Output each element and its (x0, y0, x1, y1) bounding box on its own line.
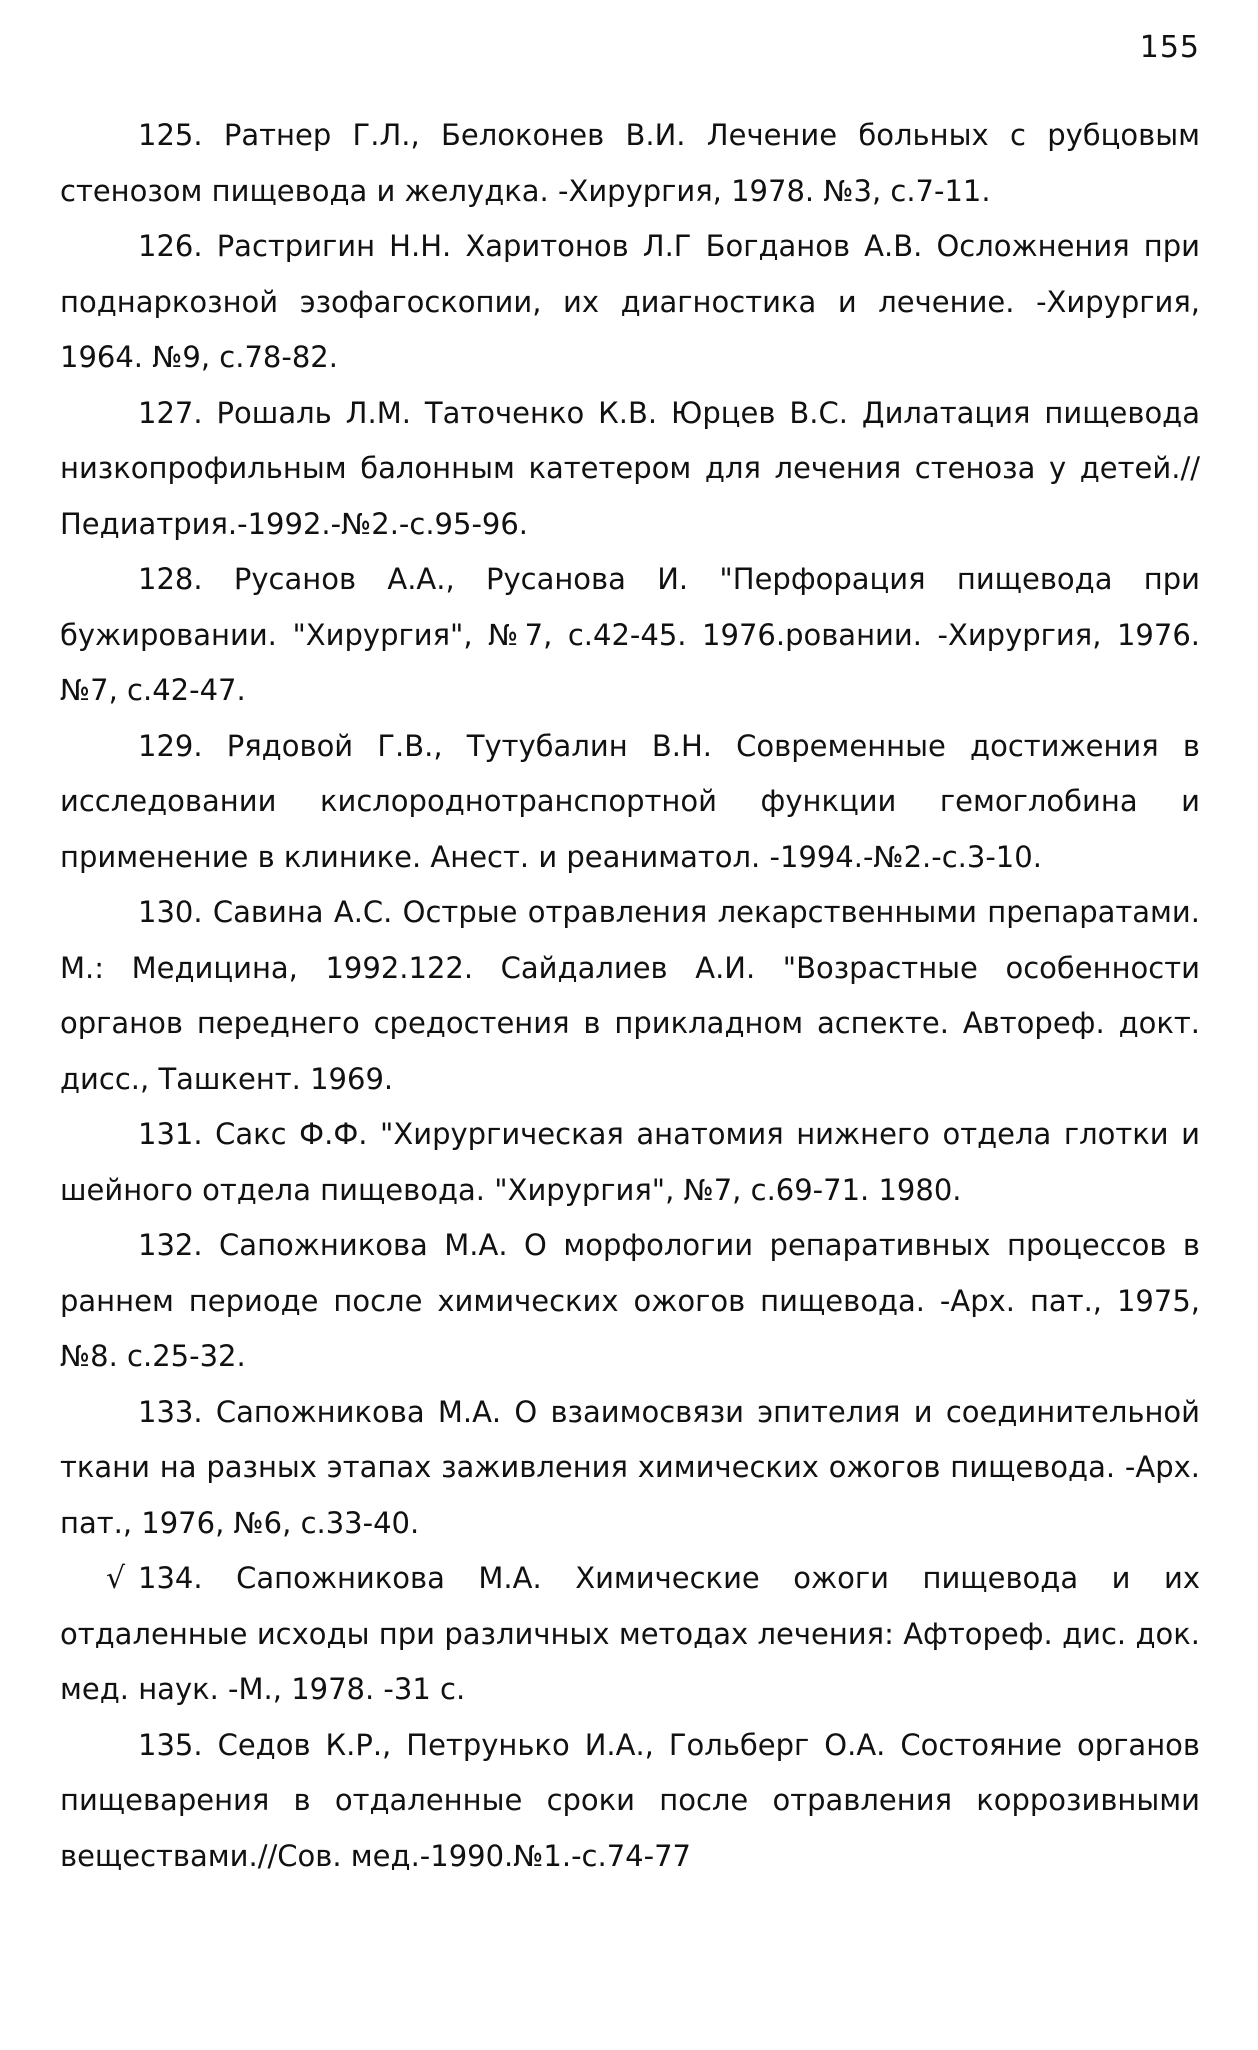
reference-item-132 (60, 1218, 1200, 1385)
reference-text: Сапожникова М.А. О взаимосвязи эпителия и соединительной ткани на разных этапах заживления химических ожогов пищевода. -Арх. пат., 1976, №6, с.33-40. (60, 1394, 1200, 1540)
reference-number: 134. (138, 1561, 203, 1595)
reference-number: 131. (138, 1117, 203, 1151)
reference-text: Сапожникова М.А. Химические ожоги пищевода и их отдаленные исходы при различных методах лечения: Афтореф. дис. док. мед. наук. -М., 1978. -31 с. (60, 1561, 1200, 1706)
page-number: 155 (1139, 30, 1200, 65)
reference-item-135 (60, 1718, 1200, 1885)
reference-list (60, 108, 1200, 1884)
reference-number: 130. (138, 895, 203, 929)
check-mark-icon: √ (106, 1561, 126, 1596)
reference-text: Рошаль Л.М. Таточенко К.В. Юрцев В.С. Дилатация пищевода низкопрофильным балонным катетером для лечения стеноза у детей.//Педиатрия.-1992.-№2.-с.95-96. (60, 395, 1201, 541)
reference-number: 129. (138, 728, 203, 763)
reference-item-128 (60, 552, 1200, 719)
reference-number: 125. (138, 118, 203, 152)
reference-number: 128. (138, 562, 203, 596)
reference-text: Рядовой Г.В., Тутубалин В.Н. Современные достижения в исследовании кислороднотранспортной функции гемоглобина и применение в клинике. Анест. и реаниматол. -1994.-№2.-с.3-10. (60, 728, 1200, 874)
reference-number: 126. (138, 229, 203, 263)
reference-number: 132. (138, 1228, 203, 1262)
reference-item-126 (60, 219, 1200, 386)
reference-item-131 (60, 1107, 1200, 1218)
reference-text: Седов К.Р., Петрунько И.А., Гольберг О.А. Состояние органов пищеварения в отдаленные сроки после отравления коррозивными веществами.//Сов. мед.-1990.№1.-с.74-77 (60, 1727, 1200, 1873)
reference-number: 127. (138, 395, 203, 430)
reference-text: Растригин Н.Н. Харитонов Л.Г Богданов А.В. Осложнения при поднаркозной эзофагоскопии, их диагностика и лечение. -Хирургия, 1964. №9, с.78-82. (60, 229, 1200, 374)
reference-text: Ратнер Г.Л., Белоконев В.И. Лечение больных с рубцовым стенозом пищевода и желудка. -Хирургия, 1978. №3, с.7-11. (60, 118, 1201, 208)
reference-item-130 (60, 885, 1200, 1107)
reference-number: 133. (138, 1394, 203, 1429)
reference-number: 135. (138, 1727, 203, 1762)
reference-text: Сакс Ф.Ф. "Хирургическая анатомия нижнего отдела глотки и шейного отдела пищевода. "Хирургия", №7, с.69-71. 1980. (60, 1117, 1200, 1207)
reference-item-125 (60, 108, 1200, 219)
reference-text: Русанов А.А., Русанова И. "Перфорация пищевода при бужировании. "Хирургия", №7, с.42-45. 1976.ровании. -Хирургия, 1976. №7, с.42-47. (60, 562, 1201, 707)
reference-item-133 (60, 1385, 1200, 1552)
reference-item-127 (60, 386, 1200, 553)
reference-item-134 (60, 1551, 1200, 1718)
reference-text: Савина А.С. Острые отравления лекарственными препаратами. М.: Медицина, 1992.122. Сайдалиев А.И. "Возрастные особенности органов переднего средостения в прикладном аспекте. Автореф. докт. дисс., Ташкент. 1969. (60, 895, 1200, 1096)
reference-text: Сапожникова М.А. О морфологии репаративных процессов в раннем периоде после химических ожогов пищевода. -Арх. пат., 1975, №8. с.25-32. (60, 1228, 1200, 1373)
reference-item-129 (60, 719, 1200, 886)
